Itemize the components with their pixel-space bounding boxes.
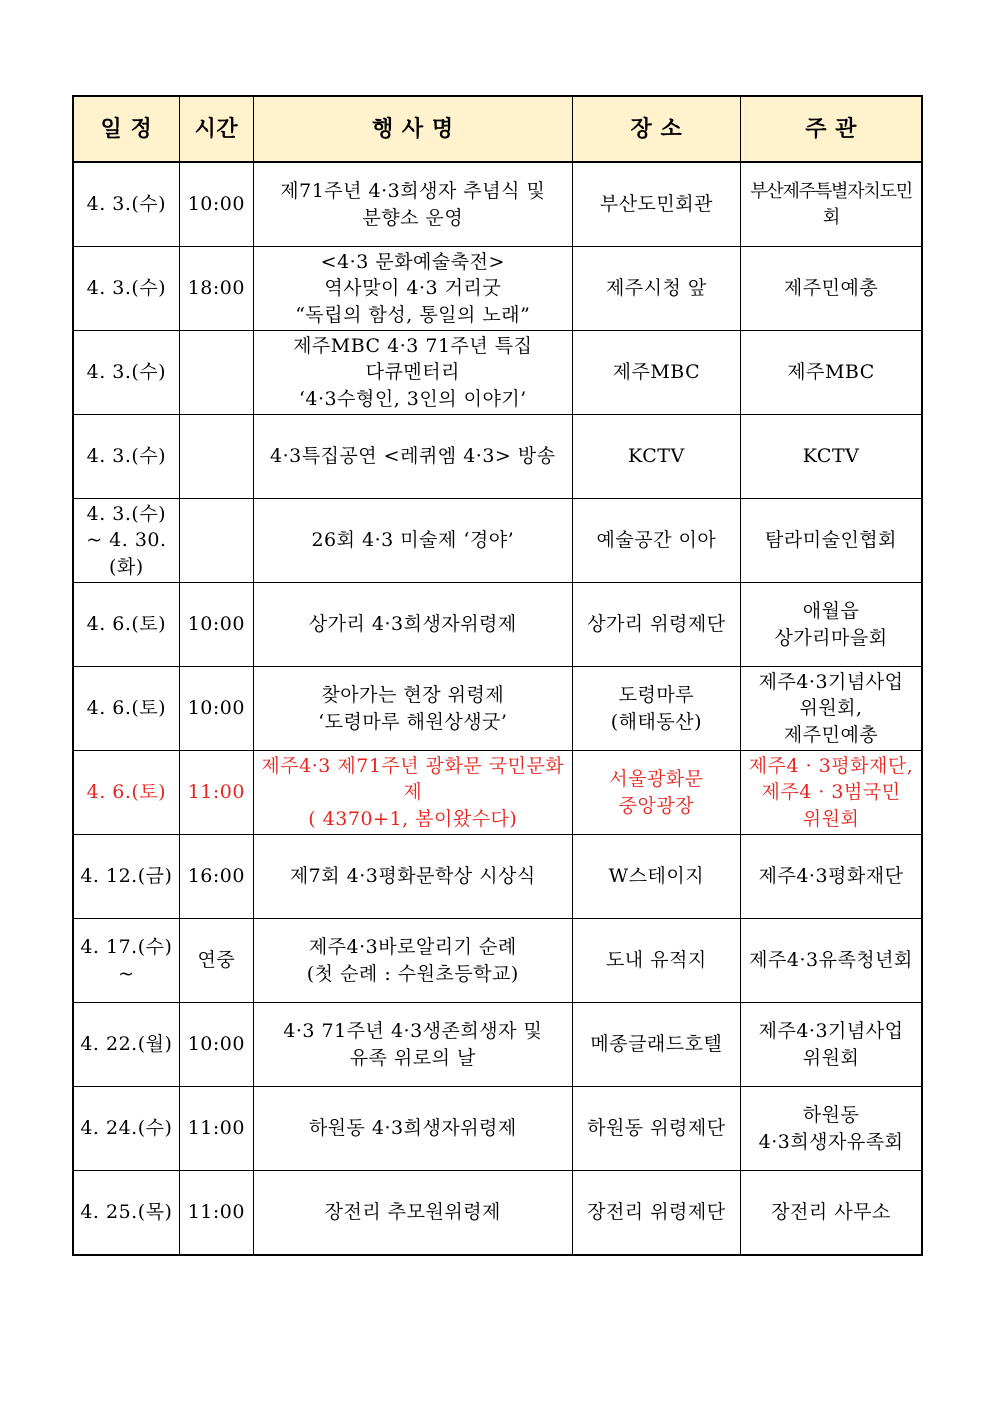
cell-event: 상가리 4·3희생자위령제 — [253, 583, 572, 667]
cell-host: 탐라미술인협회 — [741, 499, 922, 583]
cell-time: 11:00 — [179, 1171, 253, 1256]
table-row — [73, 1171, 922, 1256]
cell-time: 11:00 — [179, 1087, 253, 1171]
cell-place: 예술공간 이아 — [572, 499, 740, 583]
cell-event: 제7회 4·3평화문학상 시상식 — [253, 835, 572, 919]
cell-date: 4. 3.(수) — [73, 415, 179, 499]
cell-event: 제주4·3바로알리기 순례 (첫 순례 : 수원초등학교) — [253, 919, 572, 1003]
cell-place: 부산도민회관 — [572, 162, 740, 247]
cell-date: 4. 3.(수) ~ 4. 30.(화) — [73, 499, 179, 583]
cell-place: 제주시청 앞 — [572, 247, 740, 331]
header-host: 주 관 — [741, 96, 922, 162]
cell-time: 연중 — [179, 919, 253, 1003]
table-row — [73, 1003, 922, 1087]
cell-place: 상가리 위령제단 — [572, 583, 740, 667]
cell-date: 4. 24.(수) — [73, 1087, 179, 1171]
cell-date: 4. 3.(수) — [73, 247, 179, 331]
cell-time: 10:00 — [179, 583, 253, 667]
cell-place: 장전리 위령제단 — [572, 1171, 740, 1256]
table-row — [73, 331, 922, 415]
cell-host: 제주4·3기념사업 위원회 — [741, 1003, 922, 1087]
cell-host: KCTV — [741, 415, 922, 499]
cell-date: 4. 3.(수) — [73, 162, 179, 247]
cell-time — [179, 499, 253, 583]
header-time: 시간 — [179, 96, 253, 162]
cell-host: 하원동 4·3희생자유족회 — [741, 1087, 922, 1171]
cell-place: 서울광화문 중앙광장 — [572, 751, 740, 835]
cell-time — [179, 415, 253, 499]
cell-date: 4. 6.(토) — [73, 751, 179, 835]
cell-time: 16:00 — [179, 835, 253, 919]
cell-date: 4. 6.(토) — [73, 667, 179, 751]
table-row — [73, 835, 922, 919]
table-body — [73, 162, 922, 1255]
cell-host: 제주민예총 — [741, 247, 922, 331]
cell-place: KCTV — [572, 415, 740, 499]
cell-host: 제주4·3기념사업 위원회, 제주민예총 — [741, 667, 922, 751]
table-row — [73, 583, 922, 667]
cell-time — [179, 331, 253, 415]
table-row — [73, 247, 922, 331]
cell-event: 장전리 추모원위령제 — [253, 1171, 572, 1256]
header-event: 행 사 명 — [253, 96, 572, 162]
cell-host: 제주4·3평화재단 — [741, 835, 922, 919]
cell-date: 4. 17.(수) ~ — [73, 919, 179, 1003]
cell-event: 4·3 71주년 4·3생존희생자 및 유족 위로의 날 — [253, 1003, 572, 1087]
cell-host: 제주4 · 3평화재단, 제주4 · 3범국민 위원회 — [741, 751, 922, 835]
cell-date: 4. 3.(수) — [73, 331, 179, 415]
header-row — [73, 96, 922, 162]
cell-date: 4. 6.(토) — [73, 583, 179, 667]
cell-place: 도령마루 (해태동산) — [572, 667, 740, 751]
cell-event: 제71주년 4·3희생자 추념식 및 분향소 운영 — [253, 162, 572, 247]
cell-host: 제주MBC — [741, 331, 922, 415]
cell-date: 4. 22.(월) — [73, 1003, 179, 1087]
cell-event: 제주MBC 4·3 71주년 특집 다큐멘터리 ‘4·3수형인, 3인의 이야기’ — [253, 331, 572, 415]
cell-place: 제주MBC — [572, 331, 740, 415]
header-place: 장 소 — [572, 96, 740, 162]
cell-place: W스테이지 — [572, 835, 740, 919]
table-row-highlighted — [73, 751, 922, 835]
table-row — [73, 162, 922, 247]
cell-event: 4·3특집공연 <레퀴엠 4·3> 방송 — [253, 415, 572, 499]
cell-event: 제주4·3 제71주년 광화문 국민문화제 ( 4370+1, 봄이왔수다) — [253, 751, 572, 835]
header-date: 일 정 — [73, 96, 179, 162]
cell-time: 18:00 — [179, 247, 253, 331]
table-header — [73, 96, 922, 162]
cell-event: 찾아가는 현장 위령제 ‘도령마루 해원상생굿’ — [253, 667, 572, 751]
cell-event: 26회 4·3 미술제 ‘경야’ — [253, 499, 572, 583]
cell-date: 4. 12.(금) — [73, 835, 179, 919]
cell-place: 도내 유적지 — [572, 919, 740, 1003]
cell-host: 부산제주특별자치도민회 — [741, 162, 922, 247]
cell-date: 4. 25.(목) — [73, 1171, 179, 1256]
table-row — [73, 415, 922, 499]
cell-time: 11:00 — [179, 751, 253, 835]
cell-time: 10:00 — [179, 1003, 253, 1087]
event-schedule-table — [72, 95, 923, 1256]
cell-event: <4·3 문화예술축전> 역사맞이 4·3 거리굿 “독립의 함성, 통일의 노래” — [253, 247, 572, 331]
cell-host: 장전리 사무소 — [741, 1171, 922, 1256]
cell-time: 10:00 — [179, 667, 253, 751]
cell-place: 메종글래드호텔 — [572, 1003, 740, 1087]
cell-event: 하원동 4·3희생자위령제 — [253, 1087, 572, 1171]
table-row — [73, 499, 922, 583]
table-row — [73, 667, 922, 751]
cell-host: 제주4·3유족청년회 — [741, 919, 922, 1003]
cell-host: 애월읍 상가리마을회 — [741, 583, 922, 667]
table-row — [73, 919, 922, 1003]
cell-time: 10:00 — [179, 162, 253, 247]
table-row — [73, 1087, 922, 1171]
cell-place: 하원동 위령제단 — [572, 1087, 740, 1171]
